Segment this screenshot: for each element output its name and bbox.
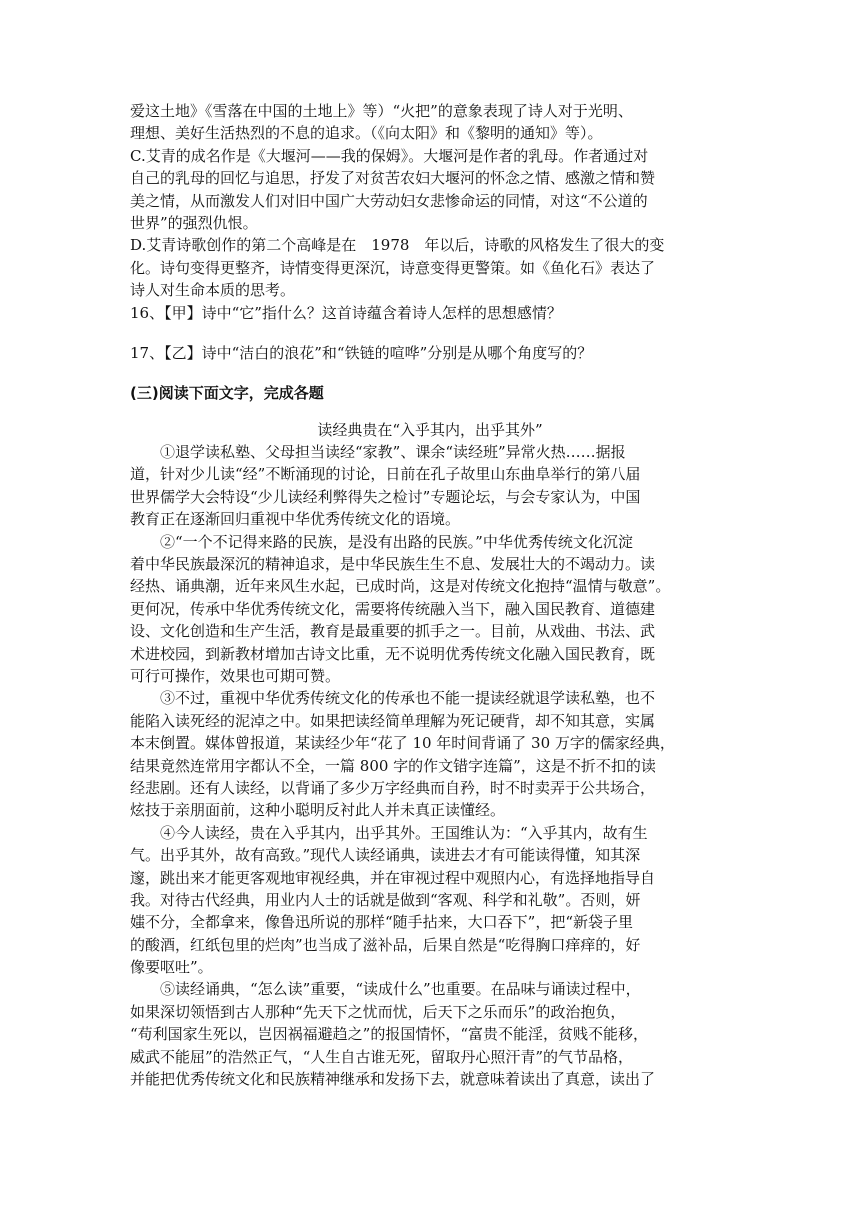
section-heading: (三)阅读下面文字，完成各题: [130, 384, 324, 403]
text-line: 的酸酒，红纸包里的烂肉”也当成了滋补品，后果自然是“吃得胸口痒痒的，好: [130, 935, 641, 954]
text-line: 媸不分，全都拿来，像鲁迅所说的那样“随手拈来，大口吞下”，把“新袋子里: [130, 913, 634, 932]
document-page: [130, 100, 730, 1090]
text-line: 像要呕吐”。: [130, 958, 213, 977]
text-line: 更何况，传承中华优秀传统文化，需要将传统融入当下，融入国民教育、道德建: [130, 599, 656, 618]
paragraph-start-line: ①退学读私塾、父母担当读经“家教”、课余“读经班”异常火热……据报: [160, 443, 626, 462]
text-line: 世界儒学大会特设“少儿读经利弊得失之检讨”专题论坛，与会专家认为，中国: [130, 487, 641, 506]
paragraph-start-line: ④今人读经，贵在入乎其内，出乎其外。王国维认为：“入乎其内，故有生: [160, 823, 648, 842]
paragraph-start-line: ②“一个不记得来路的民族，是没有出路的民族。”中华优秀传统文化沉淀: [160, 532, 633, 551]
text-line: 邃，跳出来才能更客观地审视经典，并在审视过程中观照内心，有选择地指导自: [130, 868, 656, 887]
text-line: 结果竟然连常用字都认不全，一篇 800 字的作文错字连篇”，这是不折不扣的读: [130, 756, 656, 775]
text-line: C.艾青的成名作是《大堰河——我的保姆》。大堰河是作者的乳母。作者通过对: [130, 146, 649, 165]
text-line: 气。出乎其外，故有高致。”现代人读经诵典，读进去才有可能读得懂，知其深: [130, 846, 641, 865]
text-line: 爱这土地》《雪落在中国的土地上》等）“火把”的意象表现了诗人对于光明、: [130, 102, 633, 120]
text-line: 17、【乙】诗中“洁白的浪花”和“铁链的喧哗”分别是从哪个角度写的？: [130, 343, 593, 362]
text-line: 设、文化创造和生产生活，教育是最重要的抓手之一。目前，从戏曲、书法、武: [130, 622, 656, 641]
text-line: 经热、诵典潮，近年来风生水起，已成时尚，这是对传统文化抱持“温情与敬意”。: [130, 577, 671, 596]
text-line: 世界”的强烈仇恨。: [130, 213, 258, 232]
spacer: [130, 364, 730, 382]
text-line: 威武不能屈”的浩然正气，“人生自古谁无死，留取丹心照汗青”的气节品格，: [130, 1047, 634, 1066]
spacer: [130, 405, 730, 419]
text-line: 着中华民族最深沉的精神追求，是中华民族生生不息、发展壮大的不竭动力。读: [130, 555, 656, 574]
text-line: 术进校园，到新教材增加古诗文比重，无不说明优秀传统文化融入国民教育，既: [130, 644, 656, 663]
text-line: 炫技于亲朋面前，这种小聪明反衬此人并未真正读懂经。: [130, 801, 506, 820]
text-line: 能陷入读死经的泥淖之中。如果把读经简单理解为死记硬背，却不知其意，实属: [130, 711, 656, 730]
text-line: 我。对待古代经典，用业内人士的话就是做到“客观、科学和礼敬”。否则，妍: [130, 890, 641, 909]
text-line: “苟利国家生死以，岂因祸福避趋之”的报国情怀，“富贵不能淫，贫贱不能移，: [130, 1025, 649, 1044]
text-line: 可行可操作，效果也可期可赞。: [130, 666, 341, 685]
text-line: 美之情，从而激发人们对旧中国广大劳动妇女悲惨命运的同情，对这“不公道的: [130, 191, 648, 210]
text-line: 16、【甲】诗中“它”指什么？这首诗蕴含着诗人怎样的思想感情？: [130, 303, 562, 322]
text-line: 教育正在逐渐回归重视中华优秀传统文化的语境。: [130, 510, 461, 529]
text-line: 如果深切领悟到古人那种“先天下之忧而忧，后天下之乐而乐”的政治抱负，: [130, 1002, 626, 1021]
paragraph-start-line: ⑤读经诵典，“怎么读”重要，“读成什么”也重要。在品味与诵读过程中，: [160, 980, 641, 999]
text-line: 经悲剧。还有人读经，以背诵了多少万字经典而自矜，时不时卖弄于公共场合，: [130, 778, 656, 797]
text-line: 本末倒置。媒体曾报道，某读经少年“花了 10 年时间背诵了 30 万字的儒家经典，: [130, 734, 675, 753]
text-line: 并能把优秀传统文化和民族精神继承和发扬下去，就意味着读出了真意，读出了: [130, 1070, 656, 1089]
text-line: 化。诗句变得更整齐，诗情变得更深沉，诗意变得更警策。如《鱼化石》表达了: [130, 258, 656, 277]
text-line: 理想、美好生活热烈的不息的追求。（《向太阳》和《黎明的通知》等）。: [130, 124, 603, 143]
spacer: [130, 324, 730, 342]
text-line: D.艾青诗歌创作的第二个高峰是在 1978 年以后，诗歌的风格发生了很大的变: [130, 236, 665, 255]
article-title: 读经典贵在“入乎其内，出乎其外”: [317, 420, 543, 439]
text-line: 自己的乳母的回忆与追思，抒发了对贫苦农妇大堰河的怀念之情、感激之情和赞: [130, 169, 656, 188]
text-line: 诗人对生命本质的思考。: [130, 281, 296, 300]
paragraph-start-line: ③不过，重视中华优秀传统文化的传承也不能一提读经就退学读私塾，也不: [160, 689, 656, 708]
text-line: 道，针对少儿读“经”不断涌现的讨论，日前在孔子故里山东曲阜举行的第八届: [130, 465, 641, 484]
